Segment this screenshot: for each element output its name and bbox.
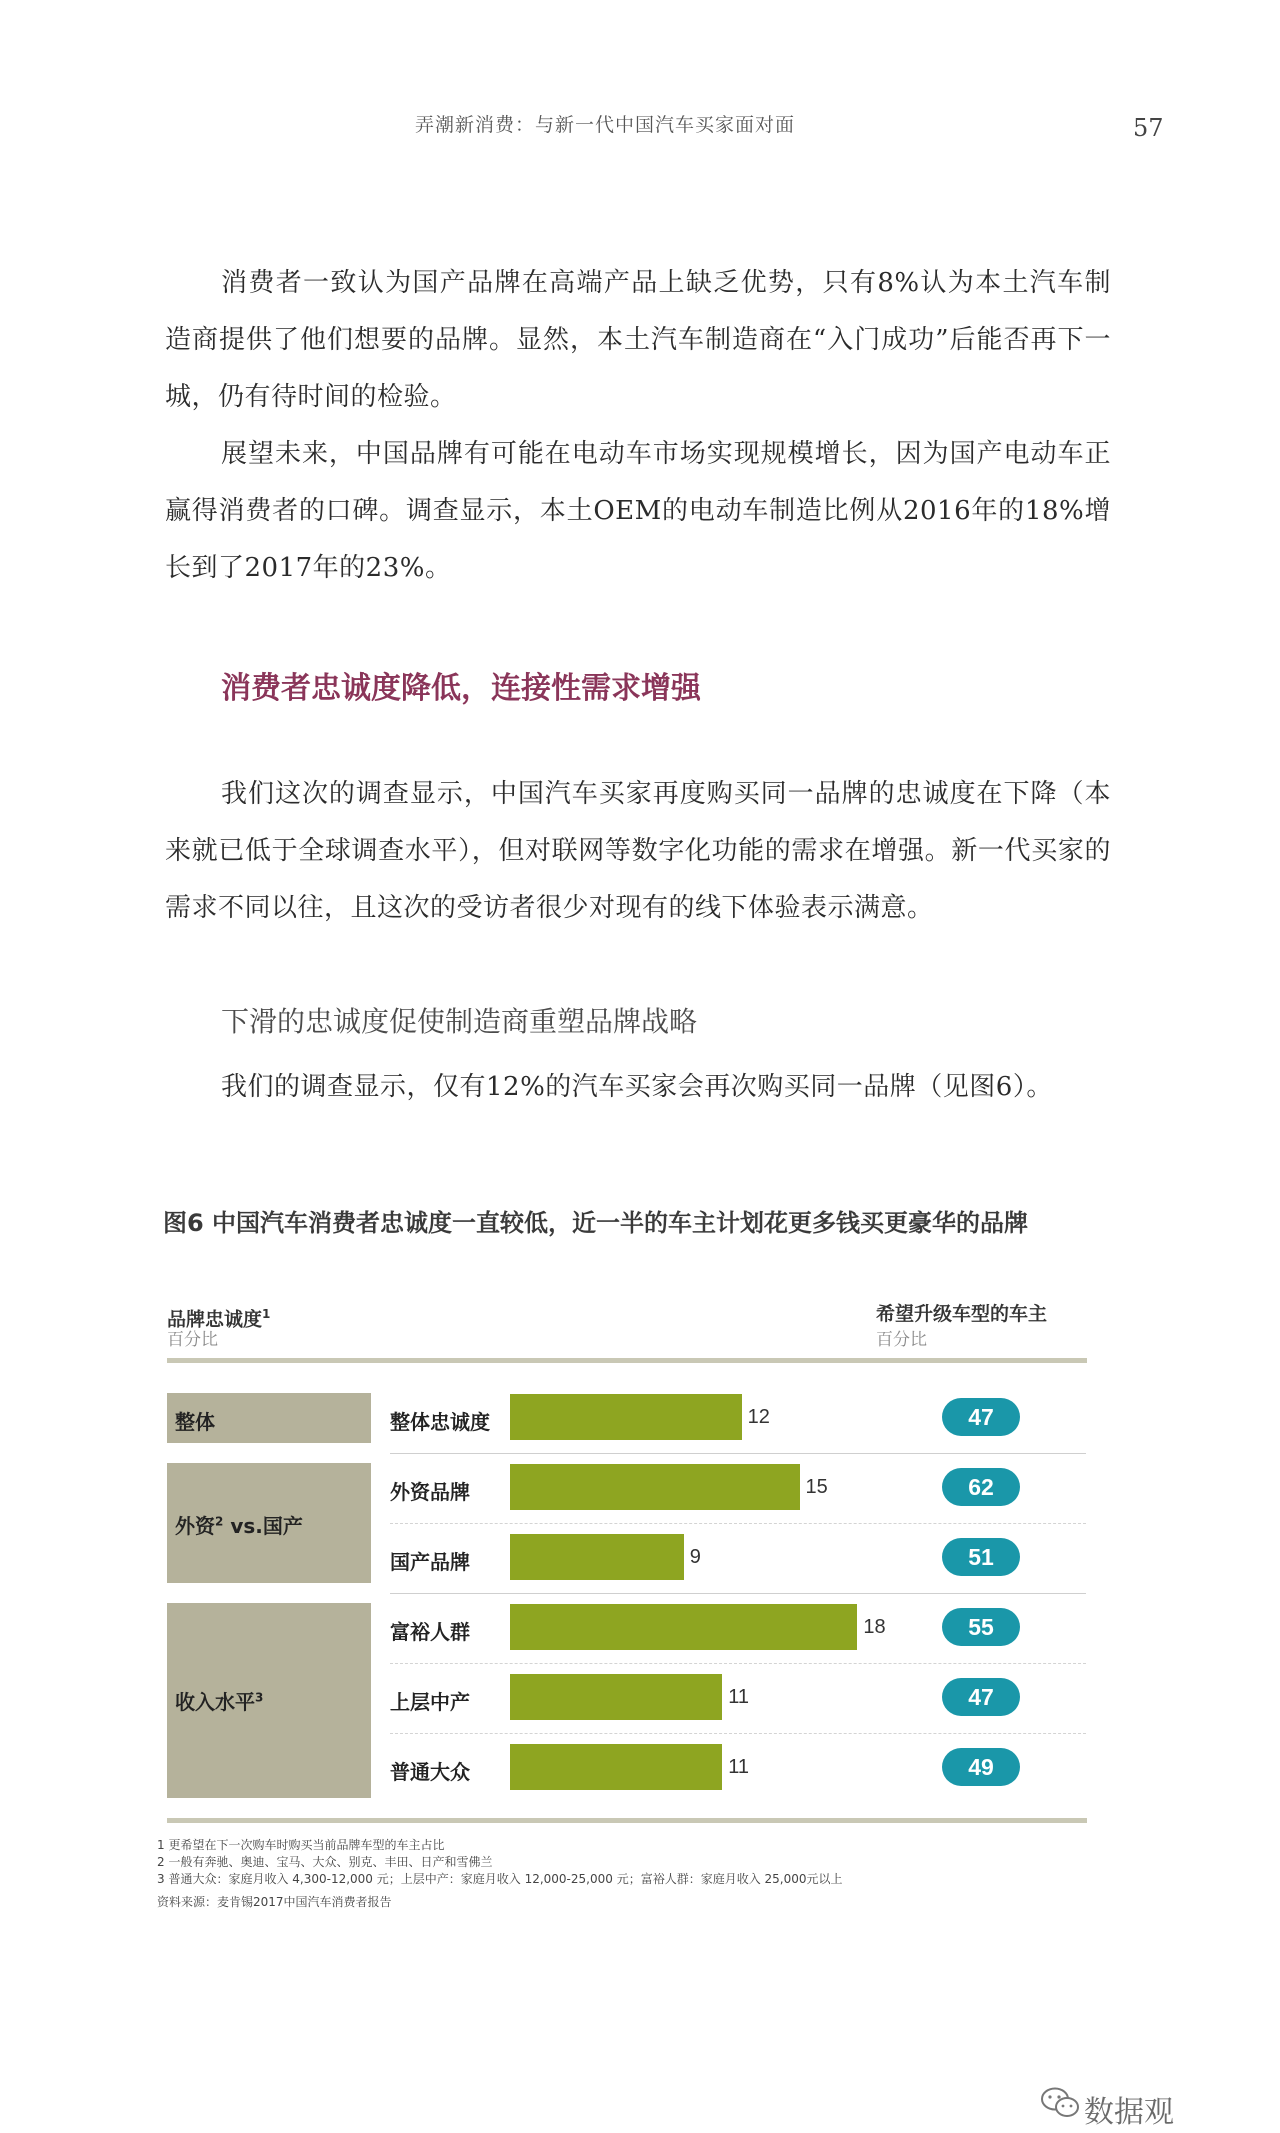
footnote-ref-3: 3 [255,1690,264,1705]
sub-heading: 下滑的忠诚度促使制造商重塑品牌战略 [221,1005,698,1038]
bar-affluent [510,1604,857,1650]
upgrade-pill-affluent: 55 [942,1608,1020,1646]
bar-mass [510,1744,722,1790]
bar-value-overall-loyalty: 12 [747,1406,770,1428]
row-separator [390,1453,1086,1454]
row-label-affluent: 富裕人群 [390,1620,470,1644]
footnote-ref-2: 2 [215,1514,224,1529]
upgrade-pill-domestic: 51 [942,1538,1020,1576]
row-separator-dashed [390,1663,1086,1664]
bar-value-domestic-brands: 9 [689,1546,701,1568]
row-label-mass: 普通大众 [390,1760,470,1784]
right-column-header: 希望升级车型的车主 [876,1303,1048,1325]
body-section-1 [165,255,1111,597]
bar-upper-middle [510,1674,722,1720]
group-label-overall: 整体 [175,1410,215,1434]
upgrade-pill-overall: 47 [942,1398,1020,1436]
group-label-origin-text: 外资 [175,1514,215,1538]
group-label-origin [175,1510,303,1539]
footnote-ref-1: 1 [262,1307,271,1321]
paragraph-2: 展望未来，中国品牌有可能在电动车市场实现规模增长，因为国产电动车正赢得消费者的口碑。调查显示，本土OEM的电动车制造比例从2016年的18%增长到了2017年的23%。 [165,439,1111,583]
footnote-3: 3 普通大众：家庭月收入 4,300-12,000 元；上层中产：家庭月收入 12,000-25,000 元；富裕人群：家庭月收入 25,000元以上 [157,1872,843,1886]
paragraph-1: 消费者一致认为国产品牌在高端产品上缺乏优势，只有8%认为本土汽车制造商提供了他们想要的品牌。显然，本土汽车制造商在“入门成功”后能否再下一城，仍有待时间的检验。 [165,268,1111,412]
watermark-text: 数据观 [1084,2095,1174,2130]
figure-title: 图6 中国汽车消费者忠诚度一直较低，近一半的车主计划花更多钱买更豪华的品牌 [163,1209,1029,1237]
group-box-income [167,1603,371,1798]
page-number: 57 [1133,114,1164,142]
running-header: 弄潮新消费：与新一代中国汽车买家面对面 [415,114,796,136]
upgrade-pill-foreign: 62 [942,1468,1020,1506]
chart-top-rule [167,1358,1087,1363]
upgrade-pill-mass: 49 [942,1748,1020,1786]
row-label-foreign-brands: 外资品牌 [390,1480,470,1504]
bar-value-upper-middle: 11 [728,1686,750,1708]
bar-overall-loyalty [510,1394,742,1440]
footnote-1: 1 更希望在下一次购车时购买当前品牌车型的车主占比 [157,1838,445,1852]
right-column-unit: 百分比 [876,1330,927,1350]
group-box-origin [167,1463,371,1583]
paragraph-3: 我们这次的调查显示，中国汽车买家再度购买同一品牌的忠诚度在下降（本来就已低于全球调查水平），但对联网等数字化功能的需求在增强。新一代买家的需求不同以往，且这次的受访者很少对现有的线下体验表示满意。 [165,779,1111,923]
row-label-domestic-brands: 国产品牌 [390,1550,470,1574]
bar-value-foreign-brands: 15 [805,1476,828,1498]
group-label-income-text: 收入水平 [175,1690,255,1714]
section-heading: 消费者忠诚度降低，连接性需求增强 [221,671,701,706]
wechat-icon [1040,2086,1080,2120]
body-section-3 [165,1059,1111,1116]
group-box-overall [167,1393,371,1443]
row-label-overall-loyalty: 整体忠诚度 [390,1410,490,1434]
group-label-origin-suffix: vs.国产 [223,1514,303,1538]
bar-foreign-brands [510,1464,800,1510]
group-label-income [175,1686,263,1715]
row-separator-dashed [390,1733,1086,1734]
bar-domestic-brands [510,1534,684,1580]
chart-bottom-rule [167,1818,1087,1823]
row-separator-dashed [390,1523,1086,1524]
source-note: 资料来源：麦肯锡2017中国汽车消费者报告 [157,1895,392,1909]
paragraph-4: 我们的调查显示，仅有12%的汽车买家会再次购买同一品牌（见图6）。 [221,1072,1053,1102]
row-label-upper-middle: 上层中产 [390,1690,470,1714]
footnote-2: 2 一般有奔驰、奥迪、宝马、大众、别克、丰田、日产和雪佛兰 [157,1855,493,1869]
bar-value-affluent: 18 [863,1616,886,1638]
bar-value-mass: 11 [728,1756,750,1778]
left-column-unit: 百分比 [167,1330,218,1350]
upgrade-pill-upper-middle: 47 [942,1678,1020,1716]
row-separator [390,1593,1086,1594]
left-column-header-text: 品牌忠诚度 [167,1308,263,1331]
body-section-2 [165,766,1111,937]
